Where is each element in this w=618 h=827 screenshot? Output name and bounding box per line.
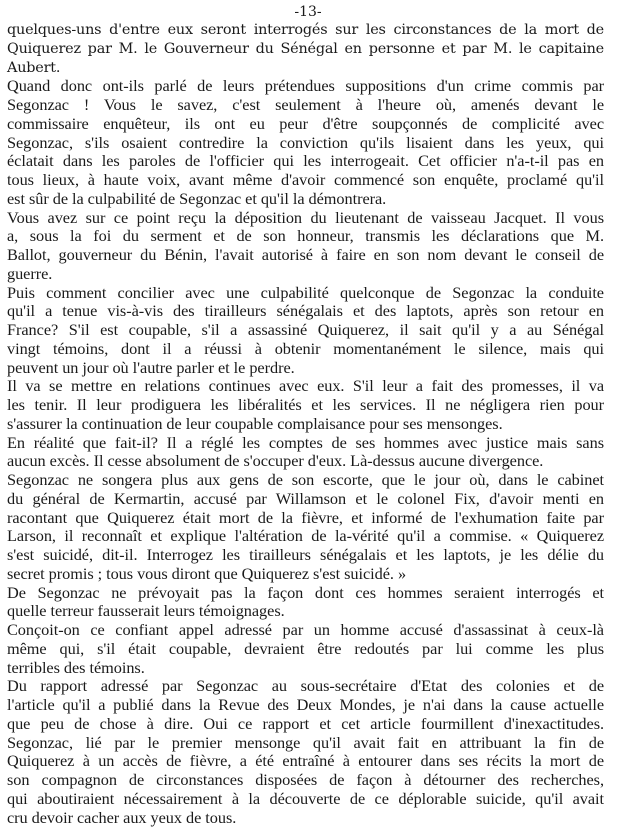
paragraph <box>7 21 604 77</box>
paragraph <box>7 77 604 208</box>
paragraph <box>7 209 604 284</box>
text-line: qui aboutiraient nécessairement à la découverte de ce déplorable suicide, qu'il avait <box>7 790 604 809</box>
text-line: qu'il a tenue vis-à-vis des tirailleurs sénégalais et des laptots, après son retour en <box>7 302 604 321</box>
text-line: Quand donc ont-ils parlé de leurs prétendues suppositions d'un crime commis par <box>7 77 604 96</box>
text-line: Conçoit-on ce confiant appel adressé par un homme accusé d'assassinat à ceux-là <box>7 621 604 640</box>
text-line: même qui, s'il était coupable, devraient être redoutés par lui comme les plus <box>7 640 604 659</box>
text-line: du général de Kermartin, accusé par Willamson et le colonel Fix, d'avoir menti en <box>7 490 604 509</box>
text-line: Larson, il reconnaît et explique l'altération de la-vérité qu'il a commise. « Quiquerez <box>7 527 604 546</box>
text-line: Quiquerez à un accès de fièvre, a été entraîné à entourer dans ses récits la mort de <box>7 752 604 771</box>
text-line: Vous avez sur ce point reçu la déposition du lieutenant de vaisseau Jacquet. Il vous <box>7 209 604 228</box>
document-body <box>7 21 604 827</box>
text-line: Segonzac, s'ils osaient contredire la conviction qu'ils lisaient dans les yeux, qui <box>7 134 604 153</box>
text-line: son compagnon de circonstances disposées de façon à détourner des recherches, <box>7 771 604 790</box>
text-line: Du rapport adressé par Segonzac au sous-secrétaire d'Etat des colonies et de <box>7 677 604 696</box>
text-line: quelques-uns d'entre eux seront interrogés sur les circonstances de la mort de <box>7 21 604 40</box>
text-line: En réalité que fait-il? Il a réglé les comptes de ses hommes avec justice mais sans <box>7 434 604 453</box>
paragraph <box>7 621 604 677</box>
text-line: Segonzac ne songera plus aux gens de son escorte, que le jour où, dans le cabinet <box>7 471 604 490</box>
page-number: -13- <box>12 3 604 21</box>
document-page <box>7 3 604 827</box>
text-line: cru devoir cacher aux yeux de tous. <box>7 809 604 827</box>
text-line: Aubert. <box>7 59 604 78</box>
text-line: Quiquerez par M. le Gouverneur du Sénégal en personne et par M. le capitaine <box>7 40 604 59</box>
text-line: racontant que Quiquerez était mort de la fièvre, et informé de l'exhumation faite par <box>7 509 604 528</box>
text-line: Segonzac ! Vous le savez, c'est seulement à l'heure où, amenés devant le <box>7 96 604 115</box>
text-line: Il va se mettre en relations continues avec eux. S'il leur a fait des promesses, il va <box>7 377 604 396</box>
text-line: s'assurer la continuation de leur coupable complaisance pour ses mensonges. <box>7 415 604 434</box>
text-line: terribles des témoins. <box>7 659 604 678</box>
paragraph <box>7 471 604 584</box>
paragraph <box>7 377 604 433</box>
text-line: a, sous la foi du serment et de son honneur, transmis les déclarations que M. <box>7 227 604 246</box>
text-line: éclatait dans les paroles de l'officier qui les interrogeait. Cet officier n'a-t-il pas en <box>7 152 604 171</box>
text-line: France? S'il est coupable, s'il a assassiné Quiquerez, il sait qu'il y a au Sénégal <box>7 321 604 340</box>
text-line: Ballot, gouverneur du Bénin, l'avait autorisé à faire en son nom devant le conseil de <box>7 246 604 265</box>
paragraph <box>7 677 604 827</box>
text-line: aucun excès. Il cesse absolument de s'occuper d'eux. Là-dessus aucune divergence. <box>7 452 604 471</box>
text-line: vingt témoins, dont il a réussi à obtenir momentanément le silence, mais qui <box>7 340 604 359</box>
text-line: tous lieux, à haute voix, avant même d'avoir commencé son enquête, proclamé qu'il <box>7 171 604 190</box>
paragraph <box>7 284 604 378</box>
text-line: Puis comment concilier avec une culpabilité quelconque de Segonzac la conduite <box>7 284 604 303</box>
text-line: quelle terreur fausserait leurs témoignages. <box>7 602 604 621</box>
paragraph <box>7 434 604 472</box>
text-line: que peu de chose à dire. Oui ce rapport et cet article fourmillent d'inexactitudes. <box>7 715 604 734</box>
paragraph <box>7 584 604 622</box>
text-line: s'est suicidé, dit-il. Interrogez les tirailleurs sénégalais et les laptots, je les délie du <box>7 546 604 565</box>
text-line: l'article qu'il a publié dans la Revue des Deux Mondes, je n'ai dans la cause actuelle <box>7 696 604 715</box>
text-line: est sûr de la culpabilité de Segonzac et qu'il la démontrera. <box>7 190 604 209</box>
text-line: secret promis ; tous vous diront que Quiquerez s'est suicidé. » <box>7 565 604 584</box>
text-line: guerre. <box>7 265 604 284</box>
text-line: commissaire enquêteur, ils ont eu peur d'être soupçonnés de complicité avec <box>7 115 604 134</box>
text-line: les tenir. Il leur prodiguera les libéralités et les services. Il ne négligera rien pour <box>7 396 604 415</box>
text-line: De Segonzac ne prévoyait pas la façon dont ces hommes seraient interrogés et <box>7 584 604 603</box>
text-line: peuvent un jour où l'autre parler et le perdre. <box>7 359 604 378</box>
text-line: Segonzac, lié par le premier mensonge qu'il avait fait en attribuant la fin de <box>7 734 604 753</box>
